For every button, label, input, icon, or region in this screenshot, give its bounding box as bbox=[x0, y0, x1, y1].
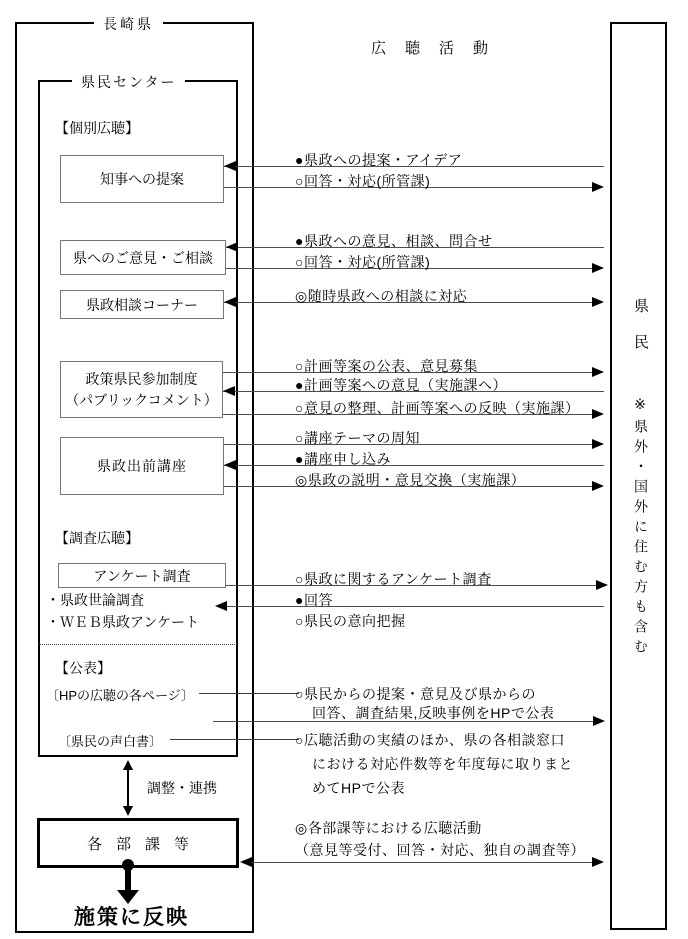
publish-voice-label: 〔県民の声白書〕 bbox=[58, 734, 163, 749]
right-arrowhead-icon bbox=[592, 297, 604, 307]
citizens-label: 県民 bbox=[632, 298, 649, 370]
publish-voice-desc2: における対応件数等を年度毎に取りまと bbox=[312, 756, 573, 772]
up-arrowhead-icon bbox=[123, 760, 133, 770]
right-arrowhead-icon bbox=[596, 580, 608, 590]
publish-hp-desc2: 回答、調査結果,反映事例をHPで公表 bbox=[312, 705, 555, 721]
right-arrowhead-icon bbox=[592, 263, 604, 273]
box-demae-lecture: 県政出前講座 bbox=[60, 437, 224, 495]
box-governor-proposal: 知事への提案 bbox=[60, 155, 224, 203]
coordination-label: 調整・連携 bbox=[147, 780, 217, 796]
reflect-label: 施策に反映 bbox=[74, 906, 189, 929]
reflect-arrow-shaft bbox=[125, 869, 131, 891]
left-arrowhead-icon bbox=[224, 460, 236, 470]
left-arrowhead-icon bbox=[215, 601, 227, 611]
section-survey-hearing: 【調査広聴】 bbox=[55, 530, 139, 546]
publish-voice-desc1: ○広聴活動の実績のほか、県の各相談窓口 bbox=[295, 732, 565, 748]
connector-line bbox=[199, 693, 299, 694]
list-item-web-questionnaire: ・ＷＥＢ県政アンケート bbox=[46, 614, 200, 630]
citizen-center-label: 県民センター bbox=[72, 72, 185, 92]
flow-label: ●回答 bbox=[295, 592, 333, 608]
box-public-comment bbox=[60, 361, 223, 418]
flow-label: ●計画等案への意見（実施課へ） bbox=[295, 377, 507, 393]
flow-line bbox=[217, 606, 604, 607]
citizens-note: ※県外・国外に住む方も含む bbox=[633, 397, 649, 659]
list-item-public-opinion-survey: ・県政世論調査 bbox=[46, 592, 144, 608]
right-arrowhead-icon bbox=[592, 367, 604, 377]
box-questionnaire: アンケート調査 bbox=[58, 563, 226, 588]
departments-label: 各部課等 bbox=[86, 835, 203, 853]
publish-voice-desc3: めてHPで公表 bbox=[312, 780, 405, 796]
flow-label: ○計画等案の公表、意見募集 bbox=[295, 358, 478, 374]
box-consult-corner: 県政相談コーナー bbox=[60, 290, 224, 319]
left-arrowhead-icon bbox=[240, 857, 252, 867]
flow-label: ●講座申し込み bbox=[295, 451, 391, 467]
publish-hp-label: 〔HPの広聴の各ページ〕 bbox=[46, 688, 194, 703]
right-arrowhead-icon bbox=[592, 439, 604, 449]
left-arrowhead-icon bbox=[223, 386, 235, 396]
coordination-arrow-shaft bbox=[127, 768, 129, 808]
flow-label: ○回答・対応(所管課) bbox=[295, 254, 431, 270]
flow-line bbox=[243, 862, 594, 863]
flow-line bbox=[224, 465, 604, 466]
right-arrowhead-icon bbox=[592, 481, 604, 491]
section-individual-hearing: 【個別広聴】 bbox=[55, 120, 139, 136]
flow-label: ●県政への意見、相談、問合せ bbox=[295, 233, 493, 249]
box-opinions-consult: 県へのご意見・ご相談 bbox=[60, 240, 226, 275]
publish-hp-desc1: ○県民からの提案・意見及び県からの bbox=[295, 686, 536, 702]
flow-line bbox=[213, 721, 596, 722]
dept-flow-label1: ◎各部課等における広聴活動 bbox=[295, 820, 482, 836]
flow-label: ◎随時県政への相談に対応 bbox=[295, 288, 468, 304]
connector-line bbox=[170, 739, 299, 740]
dotted-separator bbox=[39, 644, 237, 645]
flow-label: ○県政に関するアンケート調査 bbox=[295, 571, 492, 587]
flow-label: ○県民の意向把握 bbox=[295, 613, 406, 629]
right-arrowhead-icon bbox=[592, 409, 604, 419]
flow-label: ○意見の整理、計画等案への反映（実施課） bbox=[295, 400, 580, 416]
flow-label: ●県政への提案・アイデア bbox=[295, 152, 463, 168]
prefecture-label: 長崎県 bbox=[94, 14, 163, 34]
public-comment-line1: 政策県民参加制度 bbox=[85, 370, 198, 387]
section-publish: 【公表】 bbox=[55, 660, 111, 676]
flow-label: ○講座テーマの周知 bbox=[295, 430, 420, 446]
flow-label: ◎県政の説明・意見交換（実施課） bbox=[295, 472, 526, 488]
right-arrowhead-icon bbox=[592, 182, 604, 192]
down-arrowhead-icon bbox=[123, 806, 133, 816]
box-departments bbox=[37, 818, 239, 868]
left-arrowhead-icon bbox=[224, 161, 236, 171]
public-comment-line2: （パブリックコメント） bbox=[65, 391, 218, 408]
flow-label: ○回答・対応(所管課) bbox=[295, 173, 431, 189]
dept-flow-label2: （意見等受付、回答・対応、独自の調査等） bbox=[295, 842, 585, 858]
right-arrowhead-icon bbox=[592, 857, 604, 867]
diagram-title: 広聴活動 bbox=[371, 40, 508, 57]
left-arrowhead-icon bbox=[224, 297, 236, 307]
right-arrowhead-icon bbox=[593, 716, 605, 726]
left-arrowhead-icon bbox=[226, 242, 238, 252]
